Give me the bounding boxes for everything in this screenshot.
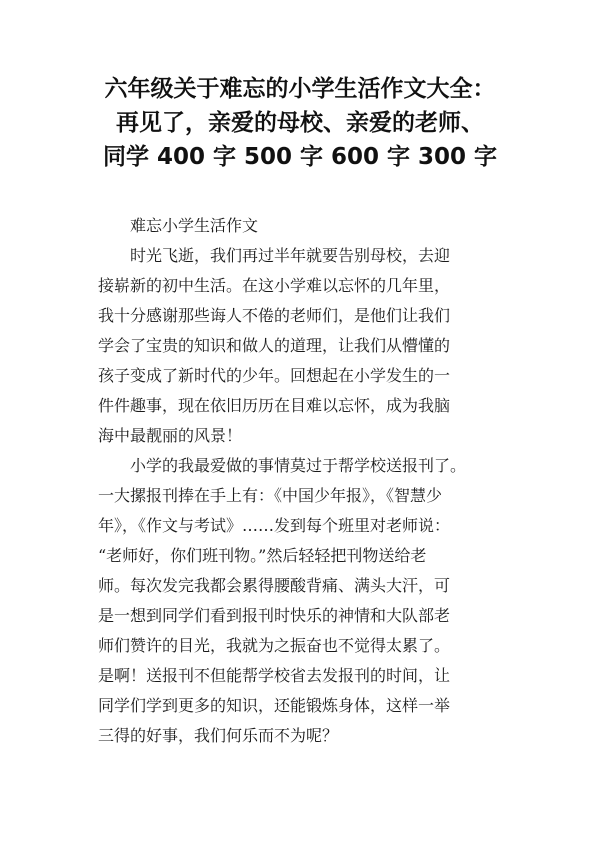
paragraph-1 <box>98 241 518 451</box>
paragraph-line: 件件趣事，现在依旧历历在目难以忘怀，成为我脑 <box>98 396 451 415</box>
article-heading: 难忘小学生活作文 <box>130 216 259 235</box>
paragraph-line: 年》，《作文与考试》……发到每个班里对老师说： <box>98 516 451 535</box>
paragraph-line: 学会了宝贵的知识和做人的道理，让我们从懵懂的 <box>98 336 451 355</box>
paragraph-line: 我十分感谢那些诲人不倦的老师们，是他们让我们 <box>98 306 451 325</box>
title-line-1: 六年级关于难忘的小学生活作文大全： <box>104 76 496 102</box>
paragraph-line: 是啊！送报刊不但能帮学校省去发报刊的时间，让 <box>98 666 451 685</box>
paragraph-line: 三得的好事，我们何乐而不为呢？ <box>98 726 339 745</box>
paragraph-line: 同学们学到更多的知识，还能锻炼身体，这样一举 <box>98 696 451 715</box>
title-line-2: 再见了，亲爱的母校、亲爱的老师、 <box>116 110 484 136</box>
paragraph-line: 是一想到同学们看到报刊时快乐的神情和大队部老 <box>98 606 451 625</box>
paragraph-line: 师。每次发完我都会累得腰酸背痛、满头大汗，可 <box>98 576 451 595</box>
paragraph-line: 接崭新的初中生活。在这小学难以忘怀的几年里， <box>98 276 451 295</box>
paragraph-line: 小学的我最爱做的事情莫过于帮学校送报刊了。 <box>130 456 467 475</box>
paragraph-line: “老师好，你们班刊物。”然后轻轻把刊物送给老 <box>98 546 427 565</box>
paragraph-line: 孩子变成了新时代的少年。回想起在小学发生的一 <box>98 366 451 385</box>
paragraph-line: 一大摞报刊捧在手上有：《中国少年报》，《智慧少 <box>98 486 443 505</box>
paragraph-2 <box>98 451 518 751</box>
article-body <box>98 211 518 751</box>
title-line-3: 同学 400 字 500 字 600 字 300 字 <box>102 144 498 170</box>
paragraph-line: 海中最靓丽的风景！ <box>98 426 243 445</box>
paragraph-line: 时光飞逝，我们再过半年就要告别母校，去迎 <box>130 246 451 265</box>
paragraph-line: 师们赞许的目光，我就为之振奋也不觉得太累了。 <box>98 636 451 655</box>
document-title <box>40 72 560 174</box>
